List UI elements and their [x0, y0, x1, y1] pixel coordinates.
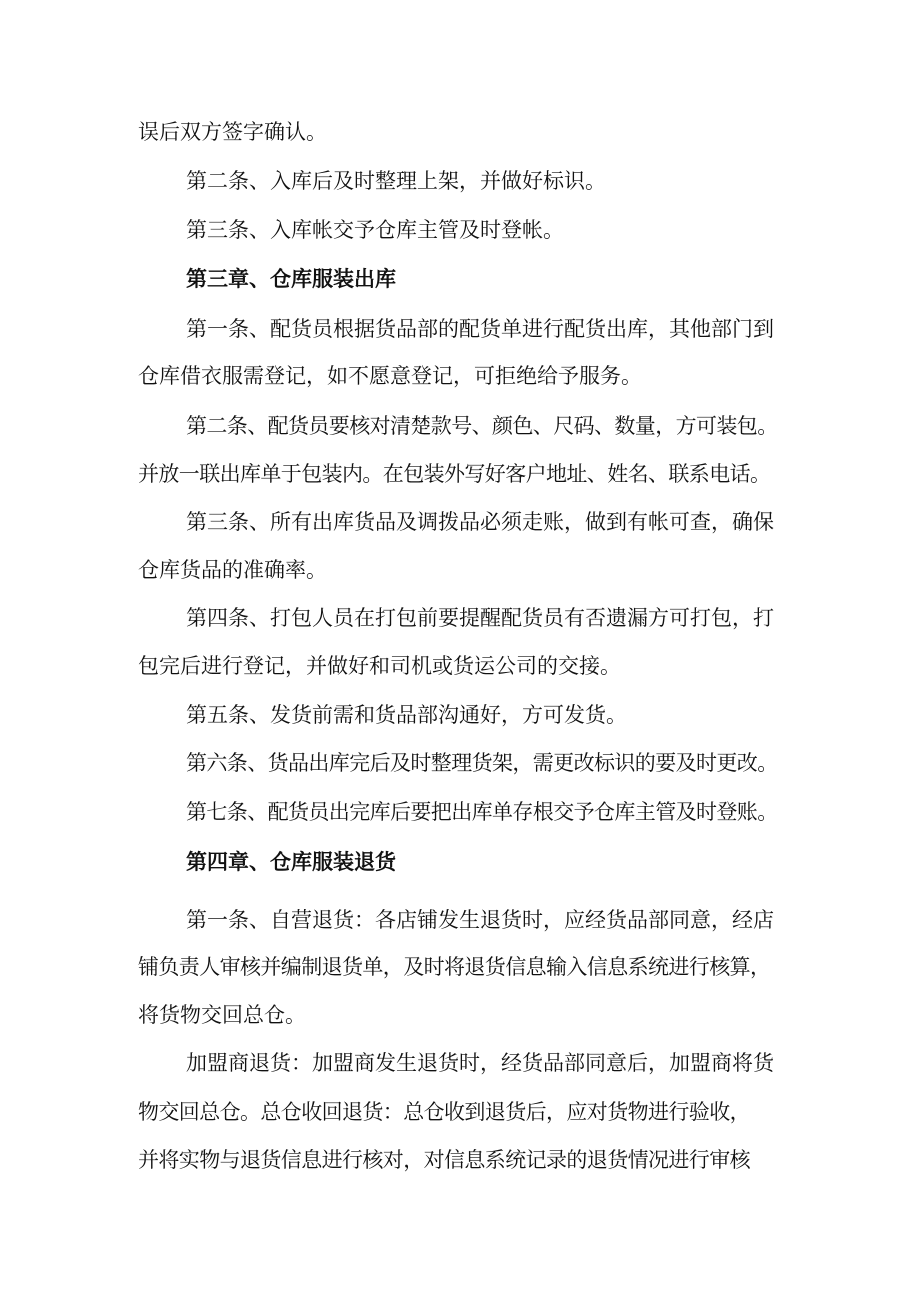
- paragraph-line: 包完后进行登记，并做好和司机或货运公司的交接。: [138, 654, 621, 678]
- paragraph-line: 第五条、发货前需和货品部沟通好，方可发货。: [186, 703, 627, 727]
- paragraph-line: 第一条、配货员根据货品部的配货单进行配货出库，其他部门到: [186, 317, 774, 341]
- paragraph-line: 将货物交回总仓。: [138, 1003, 306, 1027]
- paragraph-line: 第二条、配货员要核对清楚款号、颜色、尺码、数量，方可装包。: [186, 414, 778, 438]
- paragraph-line: 第三条、所有出库货品及调拨品必须走账，做到有帐可查，确保: [186, 510, 774, 534]
- paragraph-line: 第四条、打包人员在打包前要提醒配货员有否遗漏方可打包，打: [186, 606, 774, 630]
- paragraph-line: 并将实物与退货信息进行核对，对信息系统记录的退货情况进行审核: [138, 1148, 750, 1172]
- paragraph-line: 并放一联出库单于包装内。在包装外写好客户地址、姓名、联系电话。: [138, 462, 771, 486]
- paragraph-line: 仓库货品的准确率。: [138, 558, 327, 582]
- paragraph-line: 误后双方签字确认。: [138, 120, 327, 144]
- paragraph-line: 物交回总仓。总仓收回退货：总仓收到退货后，应对货物进行验收，: [138, 1100, 750, 1124]
- paragraph-line: 第三条、入库帐交予仓库主管及时登帐。: [186, 218, 564, 242]
- paragraph-line: 第七条、配货员出完库后要把出库单存根交予仓库主管及时登账。: [186, 800, 778, 824]
- paragraph-line: 铺负责人审核并编制退货单，及时将退货信息输入信息系统进行核算，: [138, 955, 771, 979]
- paragraph-line: 第六条、货品出库完后及时整理货架，需更改标识的要及时更改。: [186, 751, 778, 775]
- chapter-heading: 第三章、仓库服装出库: [186, 267, 396, 291]
- paragraph-line: 加盟商退货：加盟商发生退货时，经货品部同意后，加盟商将货: [186, 1051, 774, 1075]
- chapter-heading: 第四章、仓库服装退货: [186, 850, 396, 874]
- paragraph-line: 第二条、入库后及时整理上架，并做好标识。: [186, 169, 606, 193]
- paragraph-line: 第一条、自营退货：各店铺发生退货时，应经货品部同意，经店: [186, 908, 774, 932]
- paragraph-line: 仓库借衣服需登记，如不愿意登记，可拒绝给予服务。: [138, 364, 642, 388]
